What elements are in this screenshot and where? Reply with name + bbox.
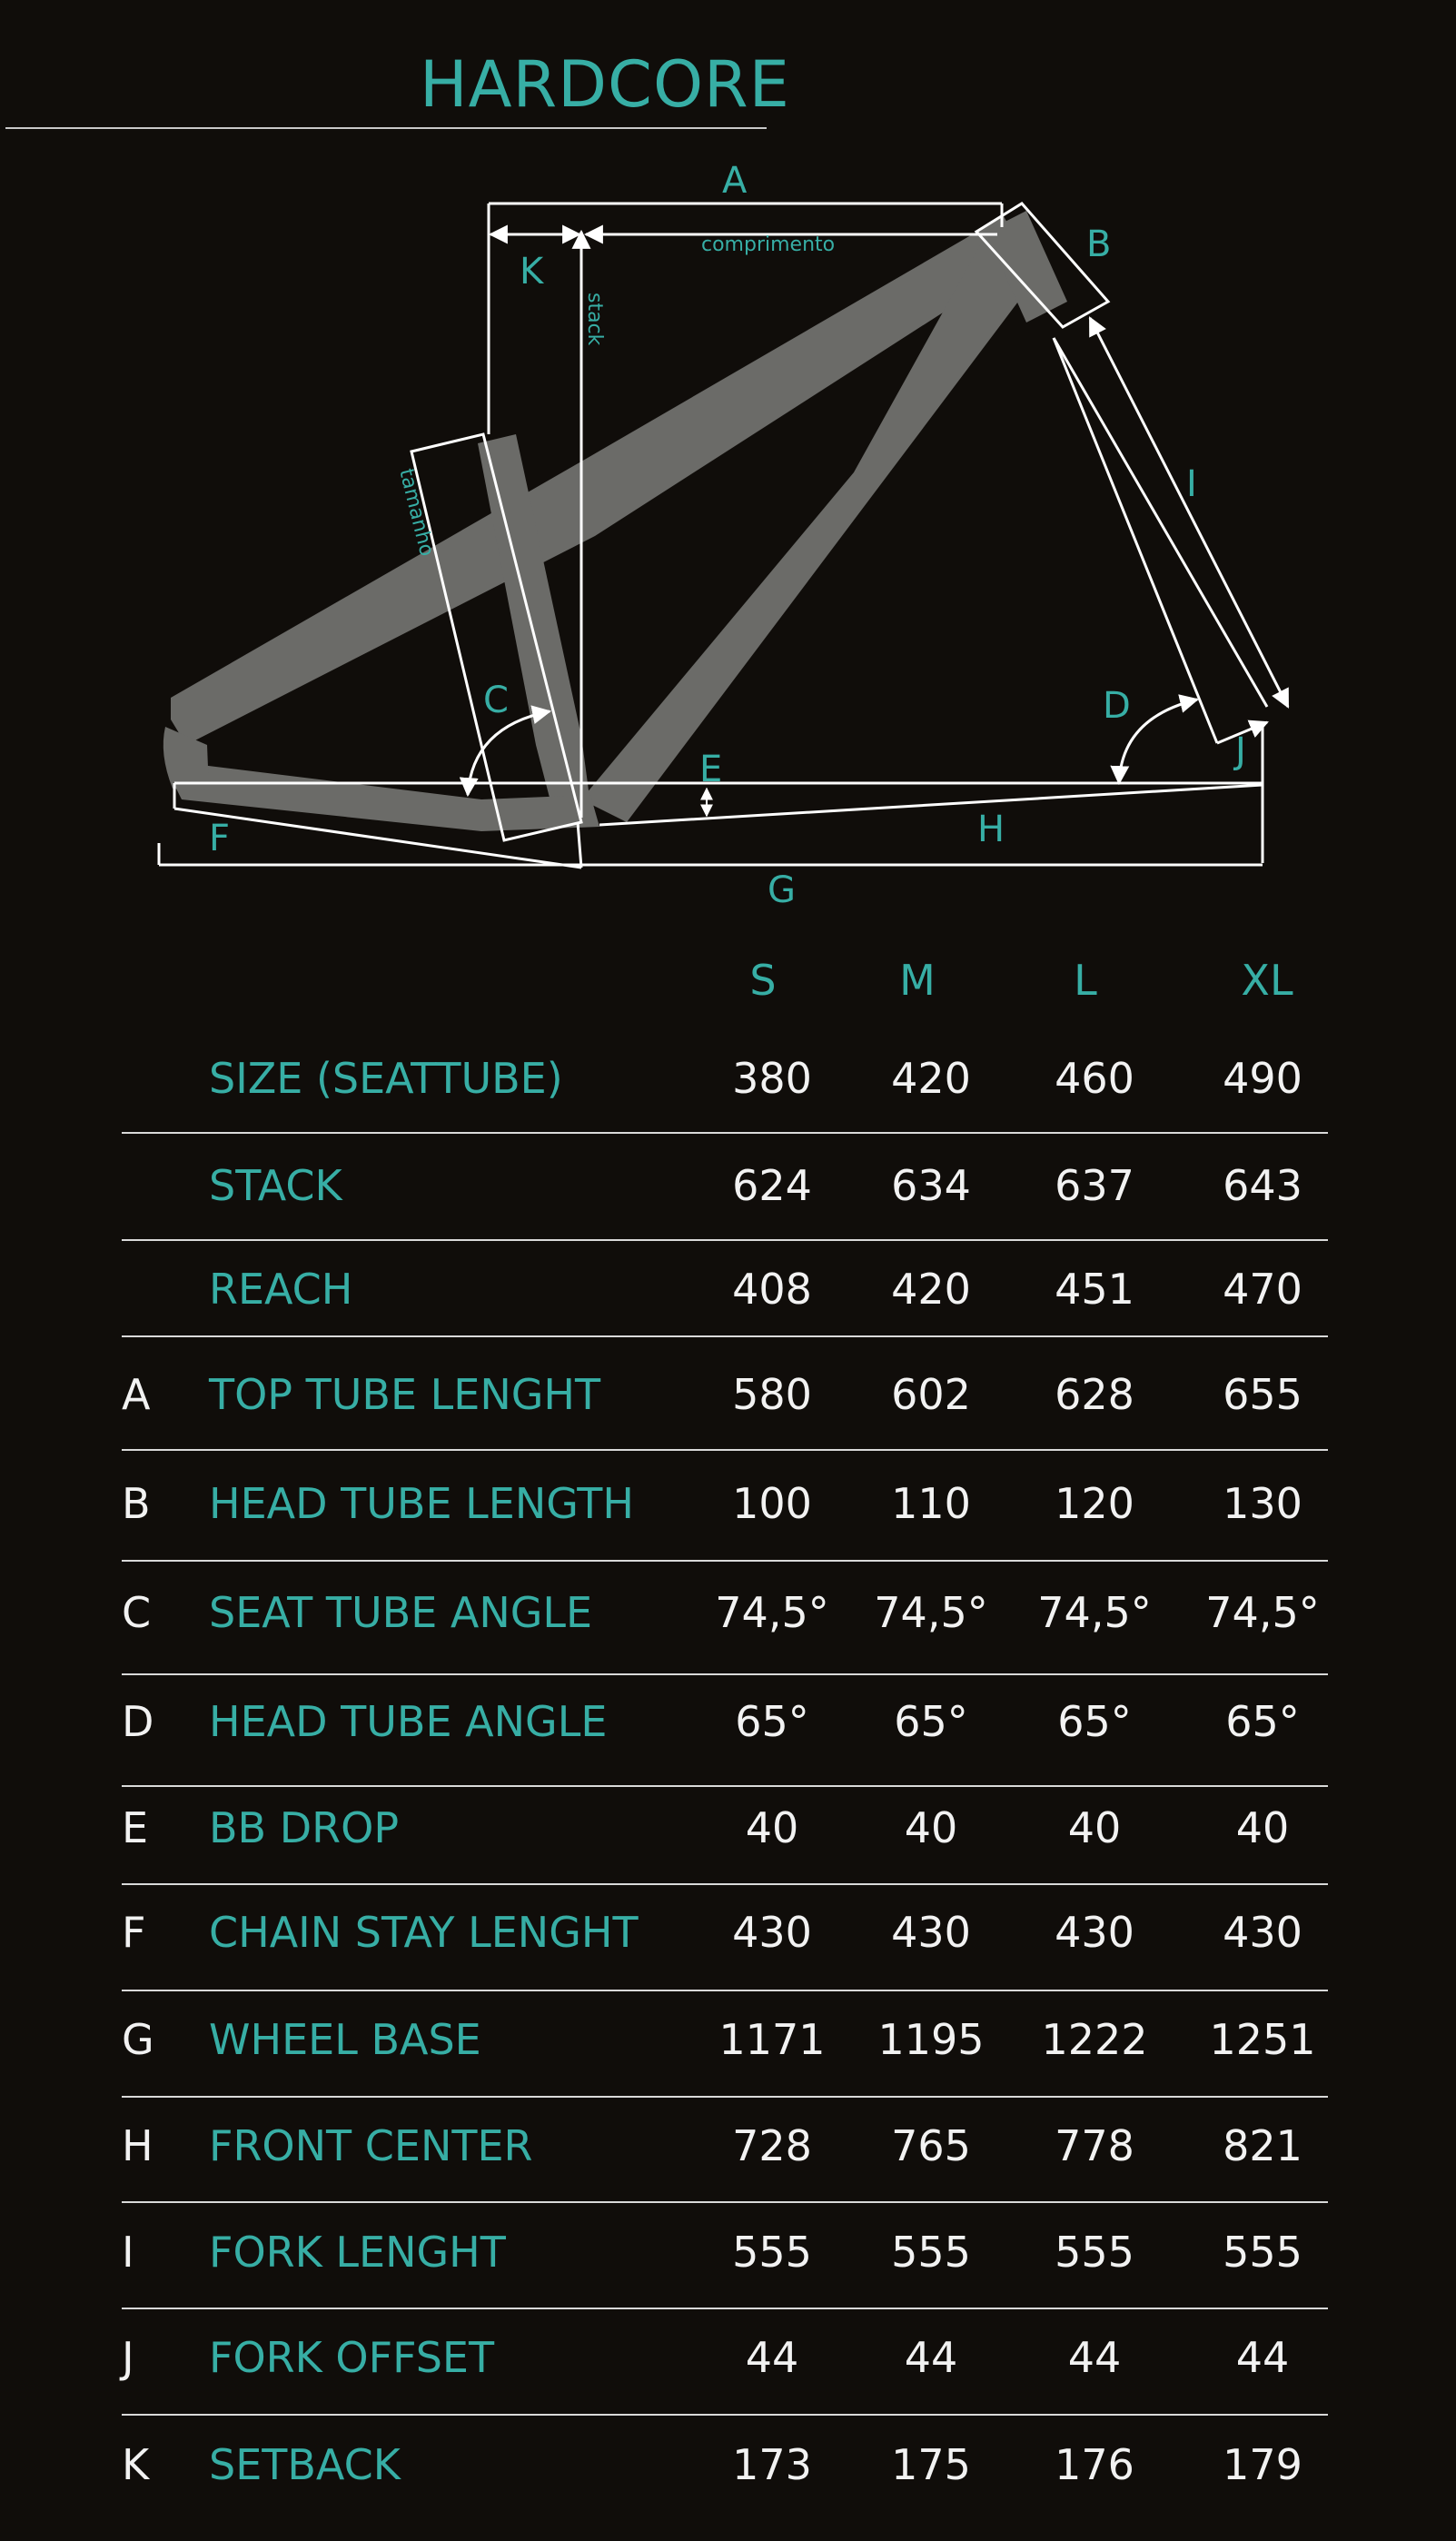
row-value-l: 74,5° bbox=[1037, 1588, 1152, 1637]
row-separator bbox=[122, 1560, 1328, 1562]
row-label: FRONT CENTER bbox=[209, 2121, 533, 2170]
row-value-s: 173 bbox=[732, 2440, 812, 2489]
row-separator bbox=[122, 1673, 1328, 1675]
row-value-s: 380 bbox=[732, 1054, 812, 1103]
row-separator bbox=[122, 1239, 1328, 1241]
row-separator bbox=[122, 1132, 1328, 1134]
row-separator bbox=[122, 2201, 1328, 2203]
row-label: FORK LENGHT bbox=[209, 2228, 506, 2277]
row-value-l: 176 bbox=[1055, 2440, 1134, 2489]
row-value-xl: 655 bbox=[1223, 1370, 1302, 1419]
label-k: K bbox=[520, 251, 544, 293]
table-row bbox=[0, 1054, 1456, 1108]
row-value-xl: 65° bbox=[1225, 1697, 1300, 1746]
row-value-xl: 130 bbox=[1223, 1479, 1302, 1528]
label-c: C bbox=[483, 680, 509, 721]
row-label: HEAD TUBE ANGLE bbox=[209, 1697, 608, 1746]
row-label: SIZE (SEATTUBE) bbox=[209, 1054, 563, 1103]
size-l-header: L bbox=[1074, 956, 1097, 1005]
row-value-xl: 74,5° bbox=[1205, 1588, 1320, 1637]
size-s-header: S bbox=[749, 956, 777, 1005]
row-letter: F bbox=[122, 1908, 146, 1957]
row-value-s: 624 bbox=[732, 1161, 812, 1210]
table-row bbox=[0, 1370, 1456, 1424]
table-row bbox=[0, 1161, 1456, 1216]
label-h: H bbox=[977, 809, 1005, 850]
row-separator bbox=[122, 1785, 1328, 1787]
table-row bbox=[0, 2015, 1456, 2070]
row-value-l: 430 bbox=[1055, 1908, 1134, 1957]
table-row bbox=[0, 1803, 1456, 1858]
row-value-s: 430 bbox=[732, 1908, 812, 1957]
row-value-xl: 179 bbox=[1223, 2440, 1302, 2489]
row-value-m: 1195 bbox=[877, 2015, 985, 2064]
label-i: I bbox=[1186, 463, 1197, 505]
row-label: STACK bbox=[209, 1161, 342, 1210]
table-row bbox=[0, 1588, 1456, 1643]
row-value-s: 100 bbox=[732, 1479, 812, 1528]
row-value-m: 420 bbox=[891, 1054, 971, 1103]
row-value-l: 628 bbox=[1055, 1370, 1134, 1419]
row-value-l: 65° bbox=[1057, 1697, 1132, 1746]
row-letter: J bbox=[122, 2333, 134, 2382]
page-title: HARDCORE bbox=[420, 47, 790, 122]
row-value-xl: 44 bbox=[1235, 2333, 1290, 2382]
row-letter: H bbox=[122, 2121, 154, 2170]
row-value-s: 408 bbox=[732, 1265, 812, 1314]
row-value-m: 420 bbox=[891, 1265, 971, 1314]
row-value-l: 120 bbox=[1055, 1479, 1134, 1528]
label-e: E bbox=[699, 749, 723, 790]
row-letter: E bbox=[122, 1803, 149, 1852]
row-value-s: 65° bbox=[735, 1697, 809, 1746]
row-label: HEAD TUBE LENGTH bbox=[209, 1479, 634, 1528]
size-header-row bbox=[0, 956, 1456, 1019]
table-row bbox=[0, 1479, 1456, 1534]
row-value-m: 175 bbox=[891, 2440, 971, 2489]
row-value-m: 765 bbox=[891, 2121, 971, 2170]
row-value-m: 74,5° bbox=[874, 1588, 988, 1637]
label-comprimento: comprimento bbox=[701, 233, 836, 256]
label-a: A bbox=[722, 160, 748, 202]
row-value-m: 602 bbox=[891, 1370, 971, 1419]
row-letter: K bbox=[122, 2440, 150, 2489]
dimension-lines bbox=[159, 203, 1288, 868]
row-value-xl: 643 bbox=[1223, 1161, 1302, 1210]
row-letter: B bbox=[122, 1479, 151, 1528]
row-label: WHEEL BASE bbox=[209, 2015, 481, 2064]
row-value-m: 555 bbox=[891, 2228, 971, 2277]
row-separator bbox=[122, 2308, 1328, 2309]
row-separator bbox=[122, 1990, 1328, 1991]
row-separator bbox=[122, 1335, 1328, 1337]
row-value-l: 451 bbox=[1055, 1265, 1134, 1314]
row-value-l: 1222 bbox=[1041, 2015, 1148, 2064]
row-letter: I bbox=[122, 2228, 134, 2277]
row-value-l: 460 bbox=[1055, 1054, 1134, 1103]
label-j: J bbox=[1235, 730, 1246, 772]
row-value-m: 634 bbox=[891, 1161, 971, 1210]
row-letter: C bbox=[122, 1588, 152, 1637]
table-row bbox=[0, 1697, 1456, 1752]
row-value-s: 74,5° bbox=[715, 1588, 829, 1637]
row-value-xl: 821 bbox=[1223, 2121, 1302, 2170]
row-value-m: 44 bbox=[904, 2333, 958, 2382]
row-value-xl: 490 bbox=[1223, 1054, 1302, 1103]
row-value-m: 65° bbox=[894, 1697, 968, 1746]
row-separator bbox=[122, 2096, 1328, 2098]
row-value-xl: 470 bbox=[1223, 1265, 1302, 1314]
row-value-xl: 430 bbox=[1223, 1908, 1302, 1957]
row-label: SETBACK bbox=[209, 2440, 401, 2489]
row-separator bbox=[122, 1883, 1328, 1885]
row-value-m: 110 bbox=[891, 1479, 971, 1528]
row-value-xl: 555 bbox=[1223, 2228, 1302, 2277]
row-label: FORK OFFSET bbox=[209, 2333, 495, 2382]
frame-geometry-diagram bbox=[0, 0, 1456, 908]
label-g: G bbox=[768, 869, 796, 908]
size-m-header: M bbox=[899, 956, 936, 1005]
row-label: CHAIN STAY LENGHT bbox=[209, 1908, 639, 1957]
row-value-xl: 40 bbox=[1235, 1803, 1290, 1852]
size-xl-header: XL bbox=[1241, 956, 1293, 1005]
row-value-l: 637 bbox=[1055, 1161, 1134, 1210]
table-row bbox=[0, 2440, 1456, 2495]
row-letter: G bbox=[122, 2015, 154, 2064]
label-stack: stack bbox=[583, 293, 606, 346]
row-value-xl: 1251 bbox=[1209, 2015, 1316, 2064]
row-label: REACH bbox=[209, 1265, 353, 1314]
label-d: D bbox=[1103, 685, 1131, 727]
row-value-s: 728 bbox=[732, 2121, 812, 2170]
row-value-l: 40 bbox=[1067, 1803, 1122, 1852]
row-value-s: 44 bbox=[745, 2333, 799, 2382]
row-label: TOP TUBE LENGHT bbox=[209, 1370, 601, 1419]
label-f: F bbox=[209, 818, 231, 859]
table-row bbox=[0, 1265, 1456, 1319]
row-value-l: 44 bbox=[1067, 2333, 1122, 2382]
label-b: B bbox=[1086, 223, 1112, 265]
row-separator bbox=[122, 1449, 1328, 1451]
row-value-s: 555 bbox=[732, 2228, 812, 2277]
row-value-m: 40 bbox=[904, 1803, 958, 1852]
bike-frame-silhouette bbox=[163, 211, 1067, 831]
row-separator bbox=[122, 2414, 1328, 2416]
row-value-l: 555 bbox=[1055, 2228, 1134, 2277]
row-value-s: 40 bbox=[745, 1803, 799, 1852]
table-row bbox=[0, 2333, 1456, 2387]
row-value-l: 778 bbox=[1055, 2121, 1134, 2170]
row-letter: A bbox=[122, 1370, 151, 1419]
table-row bbox=[0, 1908, 1456, 1962]
row-value-s: 1171 bbox=[718, 2015, 826, 2064]
label-tamanho: tamanho bbox=[394, 466, 439, 559]
row-value-s: 580 bbox=[732, 1370, 812, 1419]
row-value-m: 430 bbox=[891, 1908, 971, 1957]
row-letter: D bbox=[122, 1697, 154, 1746]
table-row bbox=[0, 2121, 1456, 2176]
row-label: SEAT TUBE ANGLE bbox=[209, 1588, 593, 1637]
row-label: BB DROP bbox=[209, 1803, 400, 1852]
table-row bbox=[0, 2228, 1456, 2282]
